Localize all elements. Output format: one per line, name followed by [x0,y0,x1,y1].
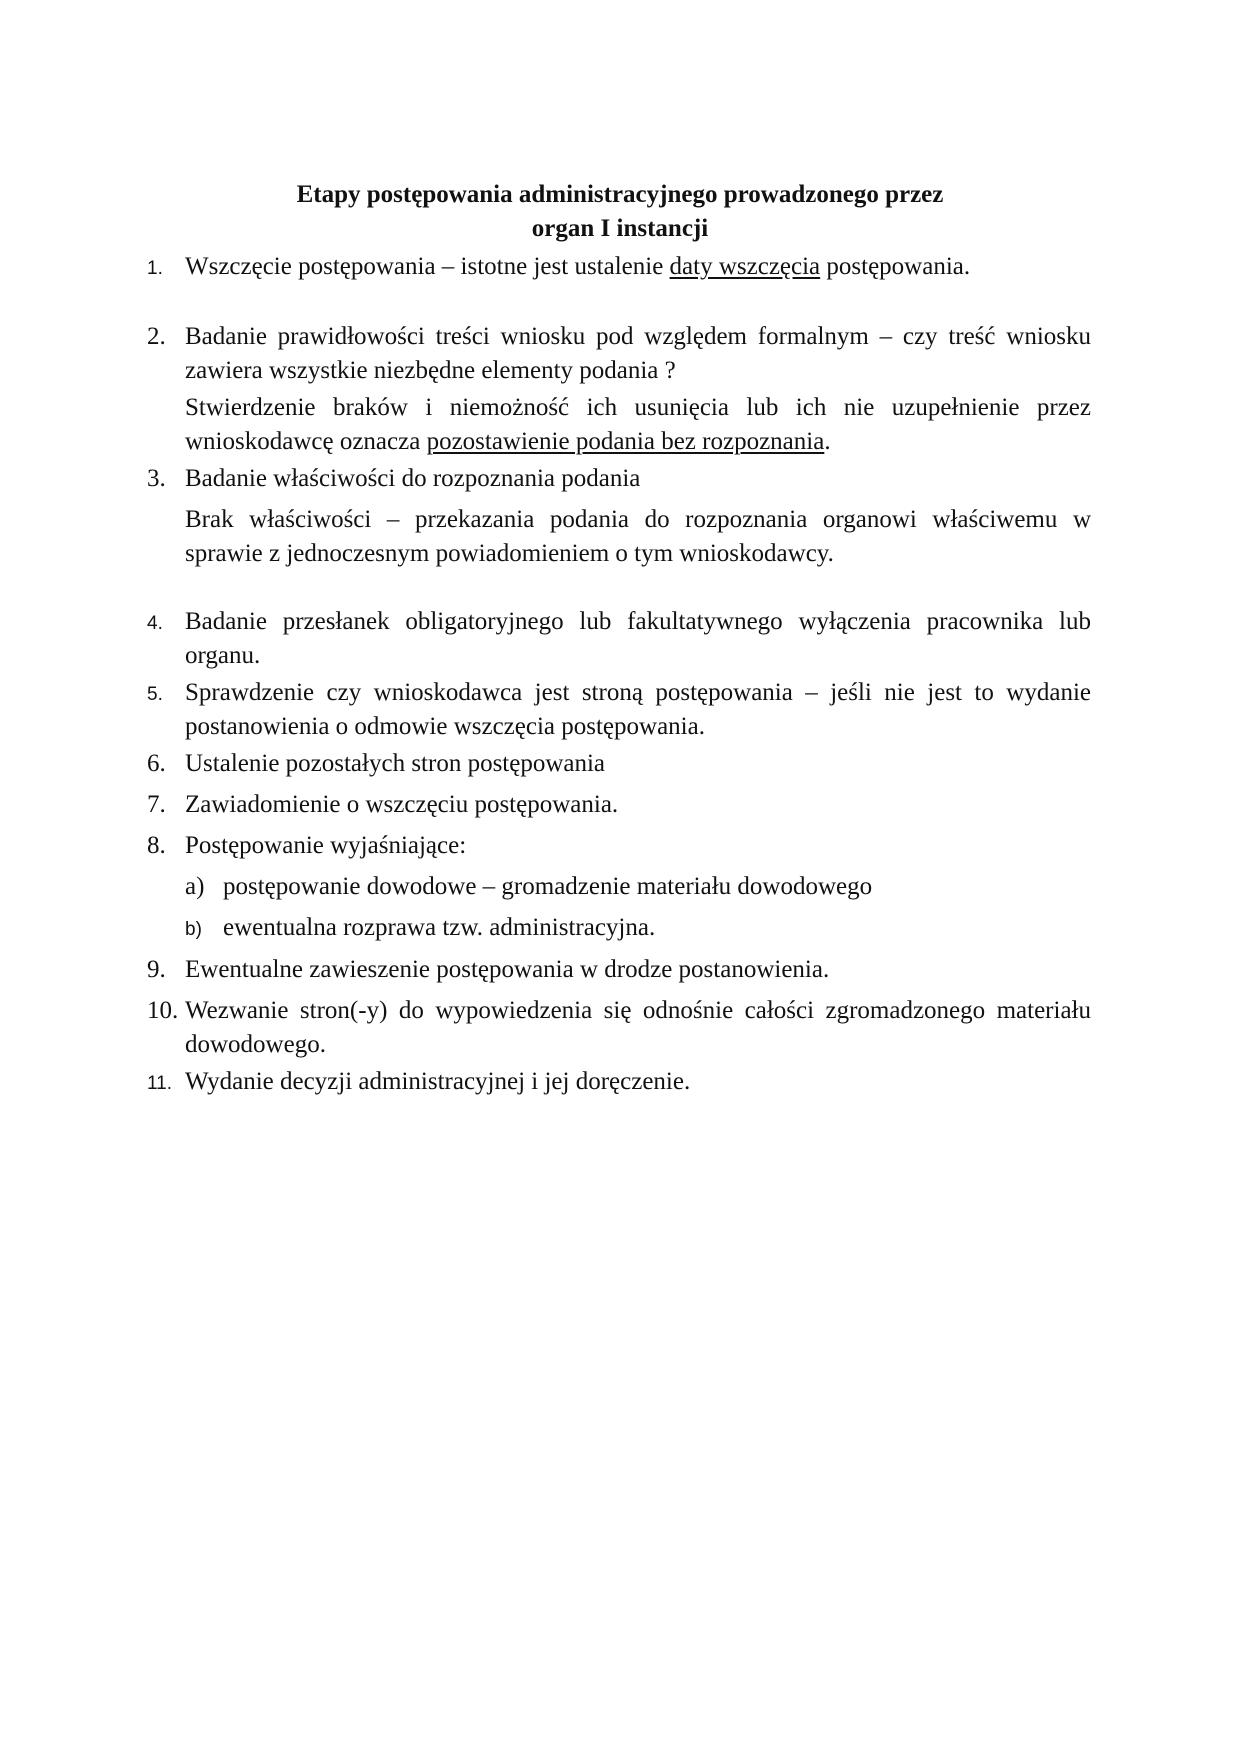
underlined-text: pozostawienie podania bez rozpoznania [426,427,825,455]
item-text: Badanie właściwości do rozpoznania podania [185,465,641,492]
item-number: 5. [147,684,163,705]
item-text: Ewentualne zawieszenie postępowania w drodze postanowienia. [185,956,830,983]
item-text: Ustalenie pozostałych stron postępowania [185,750,606,777]
item-text: Stwierdzenie braków i niemożność ich usunięcia lub ich nie uzupełnienie przez wnioskodawcę oznacza [185,394,1091,455]
sub-list-item [185,911,1091,945]
item-number: 11. [147,1073,173,1094]
item-number: 4. [147,613,163,634]
item-text: Sprawdzenie czy wnioskodawca jest stroną postępowania – jeśli nie jest to wydanie postanowienia o odmowie wszczęcia postępowania. [185,679,1091,740]
item-text: Badanie prawidłowości treści wniosku pod względem formalnym – czy treść wniosku zawiera wszystkie niezbędne elementy podania ? [185,323,1091,384]
item-text: postępowanie dowodowe – gromadzenie materiału dowodowego [223,873,873,900]
list-item [147,605,1091,672]
item-number: 9. [147,956,166,983]
item-number: 7. [147,791,166,818]
item-text: Postępowanie wyjaśniające: [185,832,467,859]
item-number: 1. [147,258,163,279]
item-text: Wydanie decyzji administracyjnej i jej doręczenie. [185,1068,691,1095]
item-letter: a) [185,873,205,900]
list-item [147,747,1091,781]
item-text: Zawiadomienie o wszczęciu postępowania. [185,791,619,818]
list-item [147,1065,1091,1099]
item-text: ewentualna rozprawa tzw. administracyjna. [223,914,656,941]
title-line-2: organ I instancji [531,215,709,242]
list-item [147,994,1091,1061]
list-item [147,829,1091,863]
sub-list-item [185,870,1091,904]
list-item-paragraph [185,391,1091,458]
item-number: 6. [147,750,166,777]
list-item [147,320,1091,387]
item-text: Wszczęcie postępowania – istotne jest ustalenie [185,253,670,280]
item-number: 3. [147,465,166,492]
item-letter: b) [185,919,202,940]
item-text: Badanie przesłanek obligatoryjnego lub fakultatywnego wyłączenia pracownika lub organu. [185,608,1091,669]
list-item-paragraph [185,503,1091,570]
underlined-text: daty wszczęcia [669,253,821,280]
item-text-continued: postępowania. [826,253,971,280]
item-text-end: . [824,427,831,455]
item-number: 2. [147,323,166,350]
item-number: 8. [147,832,166,859]
item-text: Brak właściwości – przekazania podania do rozpoznania organowi właściwemu w sprawie z jednoczesnym powiadomieniem o tym wnioskodawcy. [185,506,1091,567]
item-text: Wezwanie stron(-y) do wypowiedzenia się odnośnie całości zgromadzonego materiału dowodowego. [185,997,1091,1058]
title-line-1: Etapy postępowania administracyjnego prowadzonego przez [296,181,944,208]
list-item [147,676,1091,743]
list-item [147,462,1091,496]
list-item [147,250,1091,284]
document-title [150,178,1090,246]
item-number: 10. [147,997,179,1024]
list-item [147,953,1091,987]
list-item [147,788,1091,822]
